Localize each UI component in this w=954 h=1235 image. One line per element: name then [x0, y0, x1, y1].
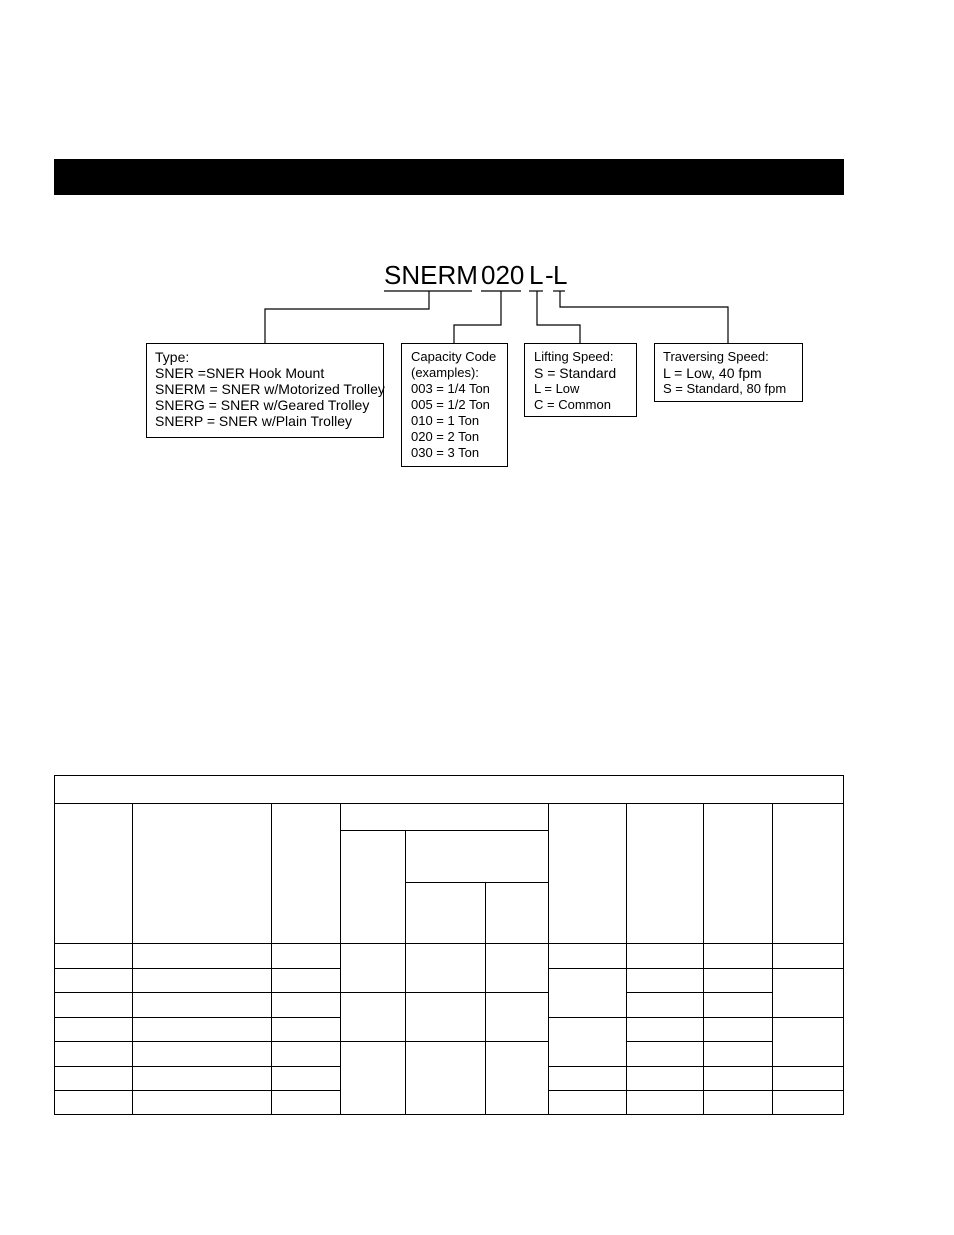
capacity-legend-line: 005 = 1/2 Ton	[411, 397, 490, 412]
connector-traversing	[560, 291, 728, 343]
lifting-speed-legend-line: S = Standard	[534, 365, 617, 381]
model-code-capacity: 020	[481, 260, 525, 290]
specification-table-grid	[54, 775, 844, 1115]
capacity-legend-line: 010 = 1 Ton	[411, 413, 480, 428]
traversing-speed-legend-line: S = Standard, 80 fpm	[663, 381, 787, 396]
type-legend-box	[146, 343, 384, 438]
capacity-legend-line: 030 = 3 Ton	[411, 445, 480, 460]
type-legend-line: SNER =SNER Hook Mount	[155, 365, 325, 381]
model-code-type: SNERM	[384, 260, 478, 290]
capacity-legend-line: 020 = 2 Ton	[411, 429, 480, 444]
type-legend-line: SNERP = SNER w/Plain Trolley	[155, 413, 352, 429]
capacity-legend-box	[401, 343, 508, 467]
capacity-legend-subtitle: (examples):	[411, 365, 479, 380]
table-outer-border	[55, 776, 844, 1115]
connector-capacity	[454, 291, 501, 343]
model-code-separator: -	[545, 260, 554, 290]
lifting-speed-legend-box	[524, 343, 637, 417]
lifting-speed-legend-line: L = Low	[534, 381, 580, 396]
connector-lifting	[537, 291, 580, 343]
type-legend-line: SNERG = SNER w/Geared Trolley	[155, 397, 370, 413]
capacity-legend-title: Capacity Code	[411, 349, 497, 364]
specification-table	[54, 775, 844, 1115]
model-code-traversing: L	[553, 260, 568, 290]
capacity-legend-line: 003 = 1/4 Ton	[411, 381, 490, 396]
traversing-speed-legend-line: L = Low, 40 fpm	[663, 365, 762, 381]
lifting-speed-legend-line: C = Common	[534, 397, 611, 412]
lifting-speed-legend-title: Lifting Speed:	[534, 349, 614, 364]
type-legend-title: Type:	[155, 349, 190, 365]
traversing-speed-legend-title: Traversing Speed:	[663, 349, 769, 364]
model-code-lifting: L	[529, 260, 544, 290]
type-legend-line: SNERM = SNER w/Motorized Trolley	[155, 381, 385, 397]
connector-type	[265, 291, 429, 343]
traversing-speed-legend-box	[654, 343, 803, 402]
